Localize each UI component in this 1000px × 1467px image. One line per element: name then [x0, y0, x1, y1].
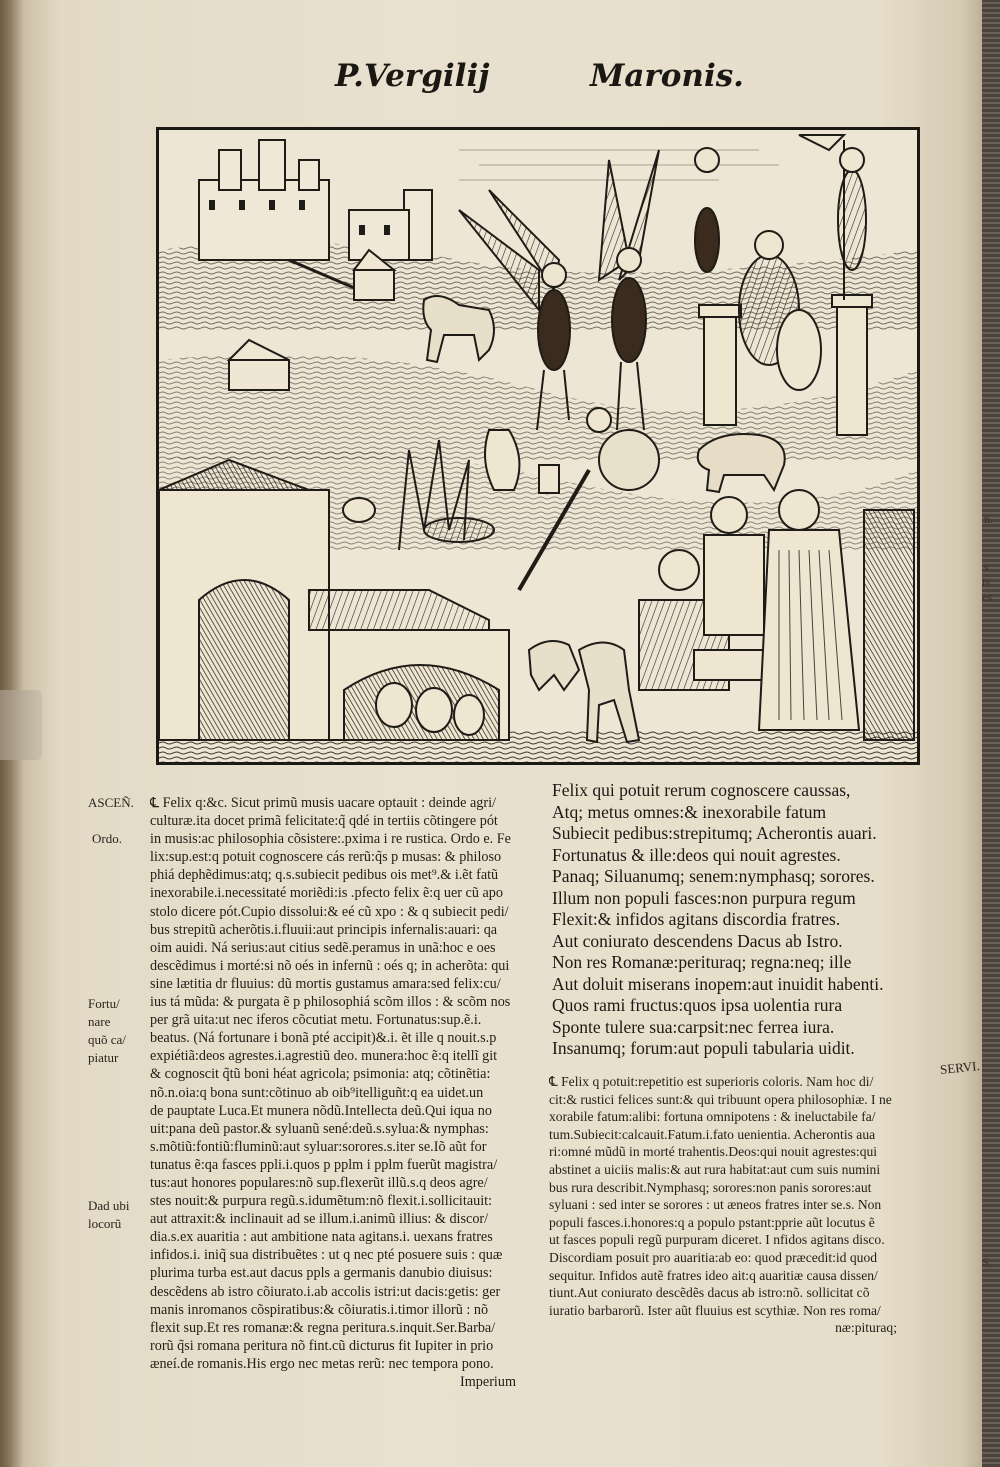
running-head [0, 58, 1000, 98]
commentary-line: næ:pituraq; [835, 1320, 897, 1336]
margin-note-ordo: Ordo. [92, 831, 122, 846]
margin-note-servi: SERVI. [939, 1057, 981, 1078]
commentary-line: ri:omné mũdũ in morté trahentis.Deos:qui nouit agrestes:qui [549, 1144, 878, 1160]
commentary-line: flexit sup.Et res romanæ:& regna peritura.s.inquit.Ser.Barba/ [150, 1319, 496, 1336]
commentary-line: dia.s.ex auaritia : aut ambitione nata agitans.i. uexans fratres [150, 1229, 493, 1246]
edge-mark: is [982, 575, 991, 589]
verse-line: Aut doluit miserans inopem:aut inuidit habenti. [552, 973, 884, 994]
commentary-line: descẽdimus i morté:si nõ oés in infernũ : oés q; in acherõta: qui [150, 957, 510, 974]
commentary-line: inexorabile.i.necessitaté moriẽdi:is .pfecto felix ẽ:q uer cũ apo [150, 885, 503, 902]
commentary-left-column [150, 794, 546, 1391]
commentary-line: tum.Subiecit:calcauit.Fatum.i.fato uenientia. Acherontis aua [549, 1126, 876, 1142]
page-tab-marker [0, 690, 42, 760]
commentary-right-column [549, 1073, 937, 1337]
verse-line: Non res Romanæ:perituraq; regna:neq; ille [552, 952, 852, 972]
commentary-line: in musis:ac philosophia cõsistere:.pxima i re rustica. Ordo e. Fe [150, 831, 511, 848]
commentary-line: s.mõtiũ:fontiũ:fluminũ:aut syluar:sorores.s.iter se.Iõ aũt for [150, 1138, 487, 1155]
commentary-line: uit:pana deũ pastor.& syluanũ sené:deũ.s.sylua:& nymphas: [150, 1120, 489, 1137]
commentary-line: tus:aut honores populares:nõ sup.flexerũt illũ.s.q deos agre/ [150, 1174, 488, 1191]
verse-line: Fortunatus & ille:deos qui nouit agrestes. [552, 844, 841, 865]
verse-line: Aut coniurato descendens Dacus ab Istro. [552, 930, 843, 951]
commentary-line: æneí.de romanis.His ergo nec metas rerũ: nec tempora pono. [150, 1355, 494, 1372]
verse-line: Atq; metus omnes:& inexorabile fatum [552, 801, 827, 822]
commentary-line: manis inromanos cõspiratibus:& cõiuratis.i.timor illorũ : nõ [150, 1301, 489, 1318]
commentary-line: abstinet a uiciis malis:& aut rura habitat:aut cum suis numini [549, 1161, 881, 1177]
commentary-line: stolo dicere pót.Cupio dissolui:& eé cũ xpo : & q subiecit pedi/ [150, 903, 509, 920]
commentary-line: sequitur. Infidos autẽ fratres ideo ait:q auaritiæ causa dissen/ [549, 1267, 878, 1283]
commentary-line: aut attraxit:& inclinauit ad se illum.i.animũ illius: & discor/ [150, 1211, 489, 1228]
commentary-line: ius tá mũda: & purgata ẽ p philosophiá scõm illos : & scõm nos [150, 994, 511, 1011]
commentary-line: tunatus ẽ:qa fasces ppli.i.quos p pplm i pplm fuerũt magistra/ [150, 1156, 498, 1173]
verse-line: Flexit:& infidos agitans discordia fratres. [552, 909, 841, 929]
catchword: Imperium [460, 1374, 516, 1390]
edge-mark: S, [982, 1255, 992, 1269]
commentary-line: stes nouit:& purpura regũ.s.idumẽtum:nõ flexit.i.sollicitauit: [150, 1193, 493, 1210]
margin-note-dad-ubi: Dad ubi locorũ [88, 1198, 130, 1231]
commentary-line: sine lætitia dr fluuius: dũ mortis gustamus amara:sed felix:cu/ [150, 975, 501, 992]
page-edge [982, 0, 1000, 1467]
commentary-line: bus strepitũ acherõtis.i.fluuii:aut principis infernalis:auari: qa [150, 921, 498, 938]
verse-line: Panaq; Siluanumq; senem:nymphasq; sorores. [552, 866, 875, 886]
woodcut-drawing [159, 130, 917, 762]
margin-note-ascen: ASCEÑ. [88, 795, 134, 810]
running-head-left: P.Vergilij [335, 58, 490, 94]
commentary-line: culturæ.ita docet primã felicitate:q̃ qdé in tertiis cõtingere pót [150, 813, 498, 830]
commentary-line: plurima turba est.aut dacus ppls a germanis danubio diuisus: [150, 1265, 493, 1282]
commentary-line: & cognoscit q̃tũ boni héat agricola; psimonia: atq; cõtinẽtia: [150, 1066, 491, 1083]
verse-line: Illum non populi fasces:non purpura regum [552, 887, 856, 908]
commentary-line: beatus. (Ná fortunare i bonã pté accipit)&.i. ẽt ille q nouit.s.p [150, 1030, 497, 1047]
edge-mark: n. [984, 512, 993, 526]
commentary-line: descẽdens ab istro cõiurato.i.ab accolis istri:ut dacis:getis: ger [150, 1283, 501, 1300]
verse-column [552, 780, 932, 1060]
commentary-line: bus rura describit.Nymphasq; sorores:non panis sorores:aut [549, 1179, 872, 1195]
commentary-line: Discordiam posuit pro auaritia:ab eo: quod præcedit:id quod [549, 1249, 878, 1265]
commentary-line: rorũ q̃si romana peritura nõ fint.cũ dicturus fit Iupiter in prio [150, 1337, 494, 1354]
commentary-line: infidos.i. iniq̃ sua distribuẽtes : ut q nec pté posuere suis : quæ [150, 1247, 503, 1264]
commentary-line: expiétiã:deos agrestes.i.agrestiũ deo. munera:hoc ẽ:q itellĩ git [150, 1048, 498, 1065]
commentary-line: tiunt.Aut coniurato descẽdẽs dacus ab istro:nõ. sollicitat cõ [549, 1285, 870, 1301]
verse-line: Subiecit pedibus:strepitumq; Acherontis auari. [552, 823, 877, 843]
commentary-line: cit:& rustici felices sunt:& qui tribuunt opera philosophiæ. I ne [549, 1091, 892, 1107]
woodcut-illustration [156, 127, 920, 765]
verse-line: Quos rami fructus:quos ipsa uolentia rura [552, 995, 843, 1015]
commentary-line: ℄ Felix q potuit:repetitio est superioris coloris. Nam hoc di/ [549, 1074, 874, 1089]
commentary-line: xorabile fatum:alibi: fortuna omnipotens : & ineluctabile fa/ [549, 1109, 876, 1125]
commentary-line: ut fasces populi regũ purpuram diceret. I nfidos agitans disco. [549, 1232, 885, 1248]
edge-mark: es [982, 590, 992, 604]
commentary-line: oim auidi. Ná serius:aut citius sedẽ.peramus in unã:hoc e oes [150, 939, 496, 956]
verse-line: Sponte tulere sua:carpsit:nec ferrea iura. [552, 1016, 835, 1037]
commentary-line: de pauptate Luca.Et munera nõdũ.Intellecta deũ.Qui iqua no [150, 1102, 492, 1119]
running-head-right: Maronis. [590, 58, 744, 94]
commentary-line: populi fasces.i.honores:q a populo pstant:pprie aũt locutus ẽ [549, 1214, 875, 1230]
commentary-line: syluani : sed inter se sorores : ut æneos fratres inter se.s. Non [549, 1197, 882, 1213]
commentary-line: per grã uita:ut nec iferos cõcutiat metu. Fortunatus:sup.ẽ.i. [150, 1012, 482, 1029]
commentary-line: nõ.n.oia:q bona sunt:cõtinuo ab oib⁹itelliguñt:q ea uidet.un [150, 1084, 484, 1101]
commentary-line: iuratio barbarorũ. Ister aũt fluuius est scythiæ. Non res roma/ [549, 1302, 881, 1318]
margin-note-fortunare: Fortu/ nare quõ ca/ piatur [88, 996, 126, 1065]
commentary-line: lix:sup.est:q potuit cognoscere cás rerũ:q̃s p musas: & philoso [150, 849, 502, 866]
commentary-line: ℄ Felix q:&c. Sicut primũ musis uacare optauit : deinde agri/ [150, 795, 496, 811]
verse-line: Insanumq; forum:aut populi tabularia uidit. [552, 1038, 855, 1058]
edge-mark: s [984, 560, 989, 574]
commentary-line: phiá dephẽdimus:atq; q.s.subiecit pedibus ois met⁹.& i.ẽt fatũ [150, 867, 499, 884]
verse-line: Felix qui potuit rerum cognoscere caussas, [552, 780, 851, 800]
